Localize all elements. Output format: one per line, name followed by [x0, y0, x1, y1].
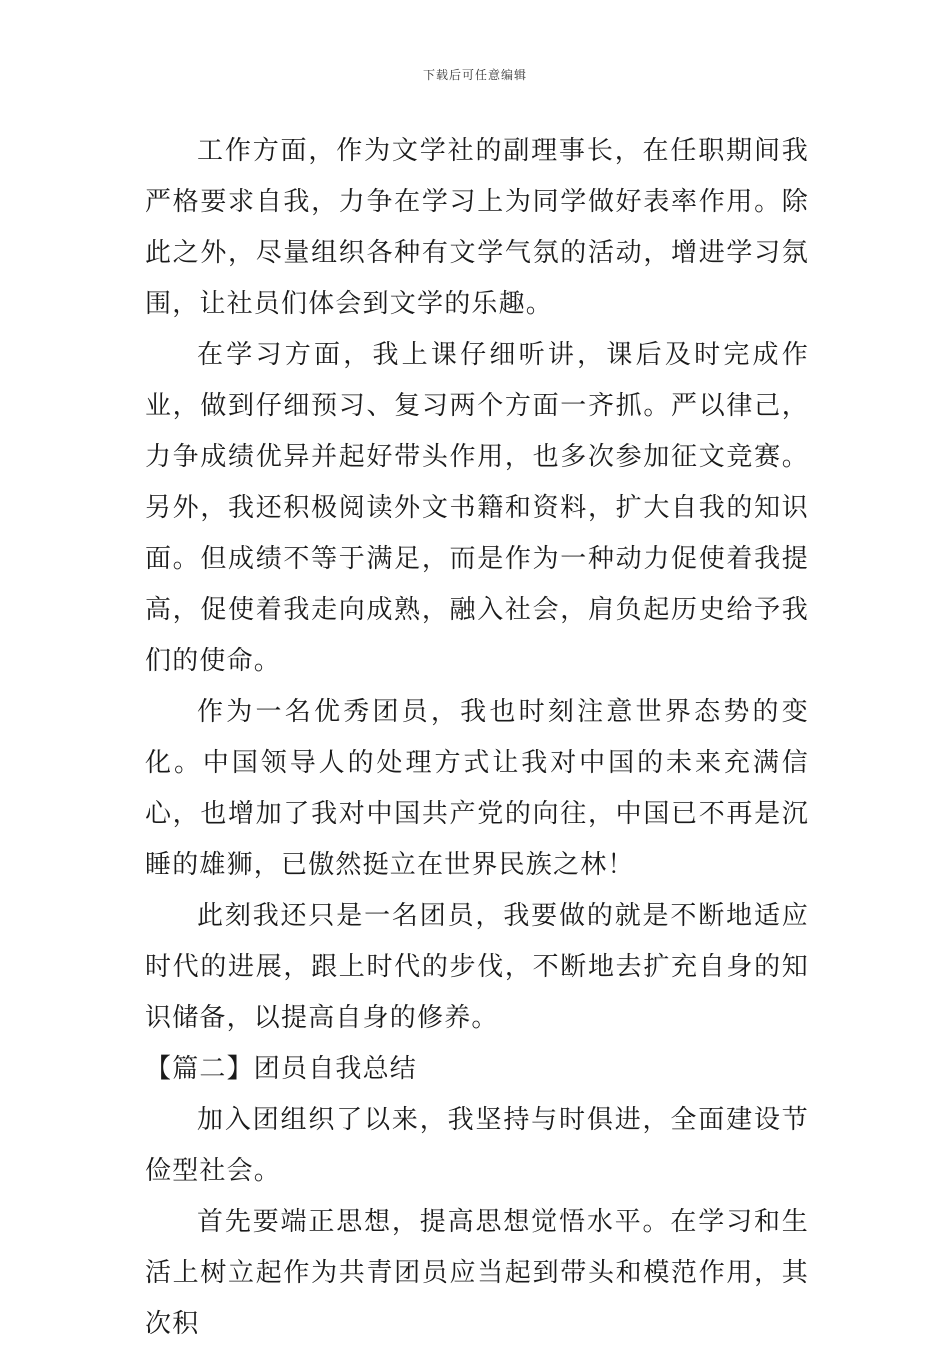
- paragraph-world: 作为一名优秀团员，我也时刻注意世界态势的变化。中国领导人的处理方式让我对中国的未来充满信心，也增加了我对中国共产党的向往，中国已不再是沉睡的雄狮，已傲然挺立在世界民族之林！: [145, 697, 809, 880]
- page-header: 下载后可任意编辑: [422, 68, 527, 82]
- paragraph-work: 工作方面，作为文学社的副理事长，在任职期间我严格要求自我，力争在学习上为同学做好表率作用。除此之外，尽量组织各种有文学气氛的活动，增进学习氛围，让社员们体会到文学的乐趣。: [145, 136, 809, 319]
- document-body: [145, 126, 809, 1350]
- paragraph-thought: 首先要端正思想，提高思想觉悟水平。在学习和生活上树立起作为共青团员应当起到带头和模范作用，其次积: [145, 1207, 809, 1339]
- paragraph-now: 此刻我还只是一名团员，我要做的就是不断地适应时代的进展，跟上时代的步伐，不断地去扩充自身的知识储备，以提高自身的修养。: [145, 901, 809, 1033]
- paragraph-study: 在学习方面，我上课仔细听讲，课后及时完成作业，做到仔细预习、复习两个方面一齐抓。严以律己，力争成绩优异并起好带头作用，也多次参加征文竞赛。另外，我还积极阅读外文书籍和资料，扩大自我的知识面。但成绩不等于满足，而是作为一种动力促使着我提高，促使着我走向成熟，融入社会，肩负起历史给予我们的使命。: [145, 340, 809, 676]
- section-heading: 【篇二】团员自我总结: [145, 1054, 418, 1084]
- paragraph-join: 加入团组织了以来，我坚持与时俱进，全面建设节俭型社会。: [145, 1105, 809, 1186]
